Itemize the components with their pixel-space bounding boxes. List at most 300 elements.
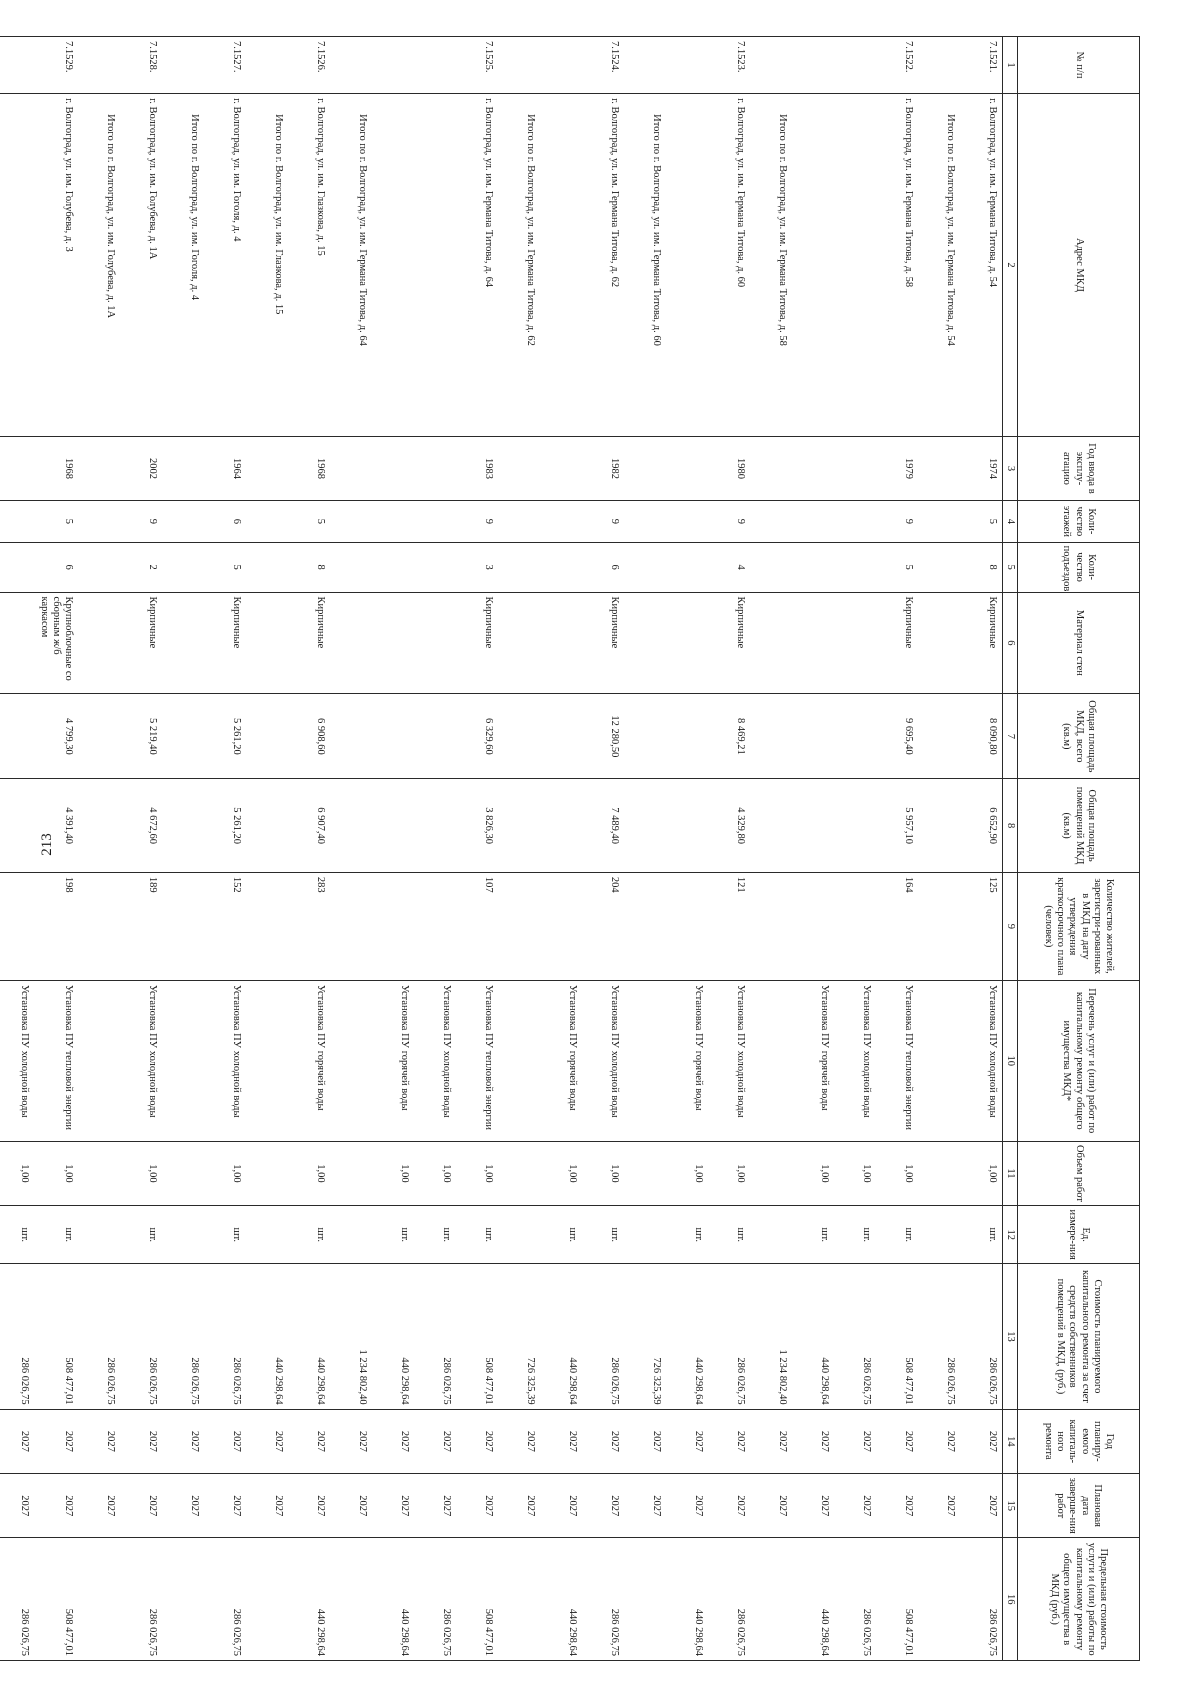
cell-entr [834,542,876,592]
column-number: 14 [1002,1409,1017,1473]
cell-limit: 440 298,64 [792,1538,834,1661]
column-header: Объем работ [1018,1141,1140,1205]
cell-floors: 9 [876,501,918,543]
cell-end-date: 2027 [120,1474,162,1538]
empty-cell [750,1141,792,1205]
cell-vol: 1,00 [666,1141,708,1205]
empty-cell [498,542,540,592]
total-cost: 1 234 802,40 [330,1264,372,1409]
empty-cell [78,436,120,500]
cell-num: 7.1526. [288,37,330,94]
cell-residents [372,872,414,980]
total-cost: 286 026,75 [162,1264,204,1409]
cell-floors [792,501,834,543]
empty-cell [330,694,372,779]
column-number: 7 [1002,694,1017,779]
cell-num: 7.1521. [960,37,1003,94]
empty-cell [624,1538,666,1661]
empty-cell [330,980,372,1141]
empty-cell [498,501,540,543]
column-header: Год планиру-емого капиталь-ного ремонта [1018,1409,1140,1473]
total-end-date: 2027 [246,1474,288,1538]
empty-cell [78,980,120,1141]
total-plan-year: 2027 [498,1409,540,1473]
cell-floors [0,501,34,543]
cell-plan-year: 2027 [666,1409,708,1473]
cell-unit: шт. [414,1206,456,1264]
cell-cost: 286 026,75 [834,1264,876,1409]
empty-cell [498,436,540,500]
cell-work: Установка ПУ холодной воды [708,980,750,1141]
empty-cell [498,37,540,94]
table-row [666,37,708,1661]
empty-cell [78,779,120,872]
cell-residents [0,872,34,980]
cell-year: 1968 [288,436,330,500]
cell-plan-year: 2027 [34,1409,78,1473]
cell-num: 7.1522. [876,37,918,94]
cell-plan-year: 2027 [792,1409,834,1473]
empty-cell [162,980,204,1141]
cell-unit: шт. [34,1206,78,1264]
cell-work: Установка ПУ горячей воды [288,980,330,1141]
cell-floors [666,501,708,543]
cell-addr: г. Волгоград, ул. им. Германа Титова, д. 58 [876,94,918,437]
empty-cell [78,1538,120,1661]
cell-unit: шт. [204,1206,246,1264]
cell-end-date: 2027 [834,1474,876,1538]
cell-area-total [0,694,34,779]
table-row [414,37,456,1661]
empty-cell [750,592,792,694]
empty-cell [498,1141,540,1205]
cell-addr: г. Волгоград, ул. им. Голубева, д. 3 [34,94,78,437]
cell-end-date: 2027 [960,1474,1003,1538]
column-number: 8 [1002,779,1017,872]
cell-entr: 8 [960,542,1003,592]
cell-year [834,436,876,500]
total-cost: 1 234 802,40 [750,1264,792,1409]
empty-cell [246,1206,288,1264]
cell-limit: 508 477,01 [456,1538,498,1661]
cell-vol: 1,00 [582,1141,624,1205]
table-row [288,37,330,1661]
cell-num [834,37,876,94]
column-number: 15 [1002,1474,1017,1538]
cell-entr: 2 [120,542,162,592]
cell-cost: 286 026,75 [582,1264,624,1409]
cell-addr: г. Волгоград, ул. им. Гоголя, д. 4 [204,94,246,437]
table-body [0,37,1002,1661]
cell-cost: 440 298,64 [288,1264,330,1409]
cell-cost: 286 026,75 [960,1264,1003,1409]
cell-residents [834,872,876,980]
cell-unit: шт. [540,1206,582,1264]
empty-cell [624,1141,666,1205]
total-cost: 440 298,64 [246,1264,288,1409]
total-plan-year: 2027 [330,1409,372,1473]
cell-vol: 1,00 [414,1141,456,1205]
cell-unit: шт. [708,1206,750,1264]
empty-cell [750,1206,792,1264]
empty-cell [918,779,960,872]
cell-vol: 1,00 [120,1141,162,1205]
cell-plan-year: 2027 [876,1409,918,1473]
cell-area-prem [540,779,582,872]
total-end-date: 2027 [162,1474,204,1538]
cell-wall [540,592,582,694]
rotated-table-region [18,36,1140,1661]
cell-addr [792,94,834,437]
cell-residents: 125 [960,872,1003,980]
empty-cell [246,436,288,500]
cell-residents [540,872,582,980]
cell-plan-year: 2027 [960,1409,1003,1473]
table-row [0,37,34,1661]
cell-limit: 440 298,64 [288,1538,330,1661]
total-row [498,37,540,1661]
cell-floors: 9 [456,501,498,543]
column-header: Адрес МКД [1018,94,1140,437]
empty-cell [246,694,288,779]
empty-cell [750,779,792,872]
column-header: Стоимость планируемого капитального ремонта за счет средств собственников помещений в МКД, (руб.) [1018,1264,1140,1409]
cell-vol: 1,00 [792,1141,834,1205]
total-cost: 286 026,75 [78,1264,120,1409]
cell-entr [414,542,456,592]
cell-residents [666,872,708,980]
column-header: Плановая дата заверше-ния работ [1018,1474,1140,1538]
cell-vol: 1,00 [876,1141,918,1205]
cell-vol: 1,00 [0,1141,34,1205]
empty-cell [162,1206,204,1264]
cell-year [792,436,834,500]
empty-cell [498,872,540,980]
empty-cell [918,694,960,779]
cell-area-total: 9 695,40 [876,694,918,779]
empty-cell [78,1141,120,1205]
cell-year: 2002 [120,436,162,500]
empty-cell [624,542,666,592]
cell-cost: 286 026,75 [204,1264,246,1409]
cell-entr: 6 [582,542,624,592]
cell-work: Установка ПУ холодной воды [960,980,1003,1141]
column-header: Коли-чество этажей [1018,501,1140,543]
empty-cell [330,779,372,872]
empty-cell [918,1141,960,1205]
cell-floors: 9 [708,501,750,543]
column-header: № п/п [1018,37,1140,94]
cell-wall: Кирпичные [582,592,624,694]
cell-limit: 286 026,75 [582,1538,624,1661]
cell-floors [414,501,456,543]
empty-cell [330,542,372,592]
cell-unit: шт. [666,1206,708,1264]
empty-cell [162,436,204,500]
cell-addr: г. Волгоград, ул. им. Глазкова, д. 15 [288,94,330,437]
cell-limit: 286 026,75 [414,1538,456,1661]
cell-work: Установка ПУ холодной воды [0,980,34,1141]
cell-area-prem: 5 957,10 [876,779,918,872]
column-header: Предельная стоимость услуги и (или) работы по капитальному ремонту общего имущества в МКД (руб.) [1018,1538,1140,1661]
cell-wall: Кирпичные [960,592,1003,694]
cell-year: 1980 [708,436,750,500]
cell-work: Установка ПУ тепловой энергии [456,980,498,1141]
table-row [120,37,162,1661]
empty-cell [246,501,288,543]
empty-cell [918,872,960,980]
empty-cell [246,542,288,592]
empty-cell [750,980,792,1141]
cell-cost: 508 477,01 [34,1264,78,1409]
cell-end-date: 2027 [540,1474,582,1538]
cell-area-total [414,694,456,779]
cell-limit: 440 298,64 [372,1538,414,1661]
cell-num [540,37,582,94]
cell-addr [666,94,708,437]
cell-floors: 9 [120,501,162,543]
cell-limit: 286 026,75 [204,1538,246,1661]
cell-addr [414,94,456,437]
cell-work: Установка ПУ горячей воды [540,980,582,1141]
cell-cost: 440 298,64 [540,1264,582,1409]
cell-area-prem: 3 826,30 [456,779,498,872]
cell-year: 1983 [456,436,498,500]
total-row [162,37,204,1661]
empty-cell [162,1141,204,1205]
cell-plan-year: 2027 [120,1409,162,1473]
cell-unit: шт. [582,1206,624,1264]
cell-plan-year: 2027 [288,1409,330,1473]
cell-wall [792,592,834,694]
cell-year [666,436,708,500]
total-plan-year: 2027 [78,1409,120,1473]
cell-end-date: 2027 [582,1474,624,1538]
empty-cell [750,694,792,779]
cell-unit: шт. [960,1206,1003,1264]
cell-addr [834,94,876,437]
empty-cell [624,501,666,543]
cell-work: Установка ПУ тепловой энергии [34,980,78,1141]
empty-cell [750,542,792,592]
total-end-date: 2027 [330,1474,372,1538]
cell-wall: Кирпичные [708,592,750,694]
cell-plan-year: 2027 [834,1409,876,1473]
cell-residents: 204 [582,872,624,980]
cell-wall [834,592,876,694]
capital-repair-table [0,36,1140,1661]
cell-entr: 4 [708,542,750,592]
cell-vol: 1,00 [540,1141,582,1205]
total-label: Итого по г. Волгоград, ул. им. Глазкова, д. 15 [246,94,288,437]
cell-num: 7.1525. [456,37,498,94]
cell-area-total [540,694,582,779]
empty-cell [624,1206,666,1264]
total-label: Итого по г. Волгоград, ул. им. Голубева, д. 1А [78,94,120,437]
cell-cost: 440 298,64 [792,1264,834,1409]
cell-residents [792,872,834,980]
total-row [624,37,666,1661]
total-end-date: 2027 [498,1474,540,1538]
cell-vol: 1,00 [288,1141,330,1205]
cell-limit: 440 298,64 [540,1538,582,1661]
column-header: Перечень услуг и (или) работ по капитальному ремонту общего имущества МКД* [1018,980,1140,1141]
empty-cell [330,1206,372,1264]
cell-year [540,436,582,500]
empty-cell [162,1538,204,1661]
cell-end-date: 2027 [456,1474,498,1538]
cell-limit: 286 026,75 [708,1538,750,1661]
cell-floors [834,501,876,543]
empty-cell [498,694,540,779]
cell-vol: 1,00 [708,1141,750,1205]
cell-cost: 508 477,01 [876,1264,918,1409]
column-number: 1 [1002,37,1017,94]
cell-vol: 1,00 [34,1141,78,1205]
total-label: Итого по г. Волгоград, ул. им. Германа Титова, д. 62 [498,94,540,437]
cell-unit: шт. [456,1206,498,1264]
cell-wall: Кирпичные [876,592,918,694]
total-end-date: 2027 [750,1474,792,1538]
cell-entr [372,542,414,592]
table-row [456,37,498,1661]
cell-residents [414,872,456,980]
empty-cell [624,436,666,500]
cell-limit: 440 298,64 [666,1538,708,1661]
empty-cell [750,37,792,94]
cell-area-prem [666,779,708,872]
empty-cell [624,779,666,872]
cell-vol: 1,00 [834,1141,876,1205]
empty-cell [330,592,372,694]
column-number: 4 [1002,501,1017,543]
empty-cell [918,501,960,543]
cell-area-total: 6 329,60 [456,694,498,779]
empty-cell [162,501,204,543]
empty-cell [624,872,666,980]
cell-wall: Крупноблочные со сборным ж/б каркасом [34,592,78,694]
cell-addr: г. Волгоград, ул. им. Германа Титова, д. 60 [708,94,750,437]
empty-cell [330,1141,372,1205]
cell-addr [540,94,582,437]
cell-addr: г. Волгоград, ул. им. Германа Титова, д. 62 [582,94,624,437]
empty-cell [162,542,204,592]
cell-plan-year: 2027 [708,1409,750,1473]
cell-work: Установка ПУ горячей воды [666,980,708,1141]
page-number: 213 [38,833,55,856]
cell-work: Установка ПУ холодной воды [204,980,246,1141]
cell-addr [0,94,34,437]
table-row [204,37,246,1661]
cell-area-total: 8 090,80 [960,694,1003,779]
cell-unit: шт. [876,1206,918,1264]
column-number: 9 [1002,872,1017,980]
total-cost: 286 026,75 [918,1264,960,1409]
total-row [918,37,960,1661]
cell-end-date: 2027 [0,1474,34,1538]
column-header: Материал стен [1018,592,1140,694]
empty-cell [246,37,288,94]
cell-area-prem [414,779,456,872]
empty-cell [246,779,288,872]
cell-num [666,37,708,94]
cell-entr [0,542,34,592]
cell-wall [0,592,34,694]
cell-residents: 152 [204,872,246,980]
cell-wall [414,592,456,694]
cell-end-date: 2027 [288,1474,330,1538]
cell-area-prem: 4 391,40 [34,779,78,872]
cell-area-total [792,694,834,779]
cell-area-prem: 6 652,90 [960,779,1003,872]
cell-cost: 440 298,64 [666,1264,708,1409]
total-end-date: 2027 [78,1474,120,1538]
cell-floors [540,501,582,543]
cell-num [0,37,34,94]
column-number: 11 [1002,1141,1017,1205]
cell-addr: г. Волгоград, ул. им. Германа Титова, д. 54 [960,94,1003,437]
cell-floors [372,501,414,543]
table-row [372,37,414,1661]
cell-work: Установка ПУ холодной воды [414,980,456,1141]
cell-floors: 5 [34,501,78,543]
table-row [834,37,876,1661]
table-row [582,37,624,1661]
cell-cost: 286 026,75 [414,1264,456,1409]
empty-cell [918,1538,960,1661]
column-number: 6 [1002,592,1017,694]
cell-end-date: 2027 [34,1474,78,1538]
total-label: Итого по г. Волгоград, ул. им. Германа Титова, д. 60 [624,94,666,437]
empty-cell [918,592,960,694]
cell-entr: 5 [876,542,918,592]
cell-area-total: 6 908,60 [288,694,330,779]
empty-cell [162,779,204,872]
empty-cell [78,542,120,592]
cell-vol: 1,00 [456,1141,498,1205]
cell-end-date: 2027 [792,1474,834,1538]
cell-num [792,37,834,94]
cell-cost: 286 026,75 [120,1264,162,1409]
cell-addr [372,94,414,437]
empty-cell [162,37,204,94]
column-header: Год ввода в эксплу-атацию [1018,436,1140,500]
cell-floors: 6 [204,501,246,543]
cell-entr: 5 [204,542,246,592]
cell-num: 7.1528. [120,37,162,94]
empty-cell [918,37,960,94]
cell-area-total: 12 280,50 [582,694,624,779]
cell-plan-year: 2027 [540,1409,582,1473]
empty-cell [330,501,372,543]
cell-wall: Кирпичные [204,592,246,694]
empty-cell [918,542,960,592]
cell-unit: шт. [372,1206,414,1264]
empty-cell [918,1206,960,1264]
empty-cell [918,980,960,1141]
cell-limit: 508 477,01 [34,1538,78,1661]
cell-residents: 164 [876,872,918,980]
empty-cell [498,980,540,1141]
total-plan-year: 2027 [246,1409,288,1473]
cell-plan-year: 2027 [204,1409,246,1473]
cell-wall: Кирпичные [456,592,498,694]
header-row [1018,37,1140,1661]
cell-area-total: 4 799,30 [34,694,78,779]
cell-area-prem: 5 261,20 [204,779,246,872]
cell-work: Установка ПУ тепловой энергии [876,980,918,1141]
cell-vol: 1,00 [372,1141,414,1205]
